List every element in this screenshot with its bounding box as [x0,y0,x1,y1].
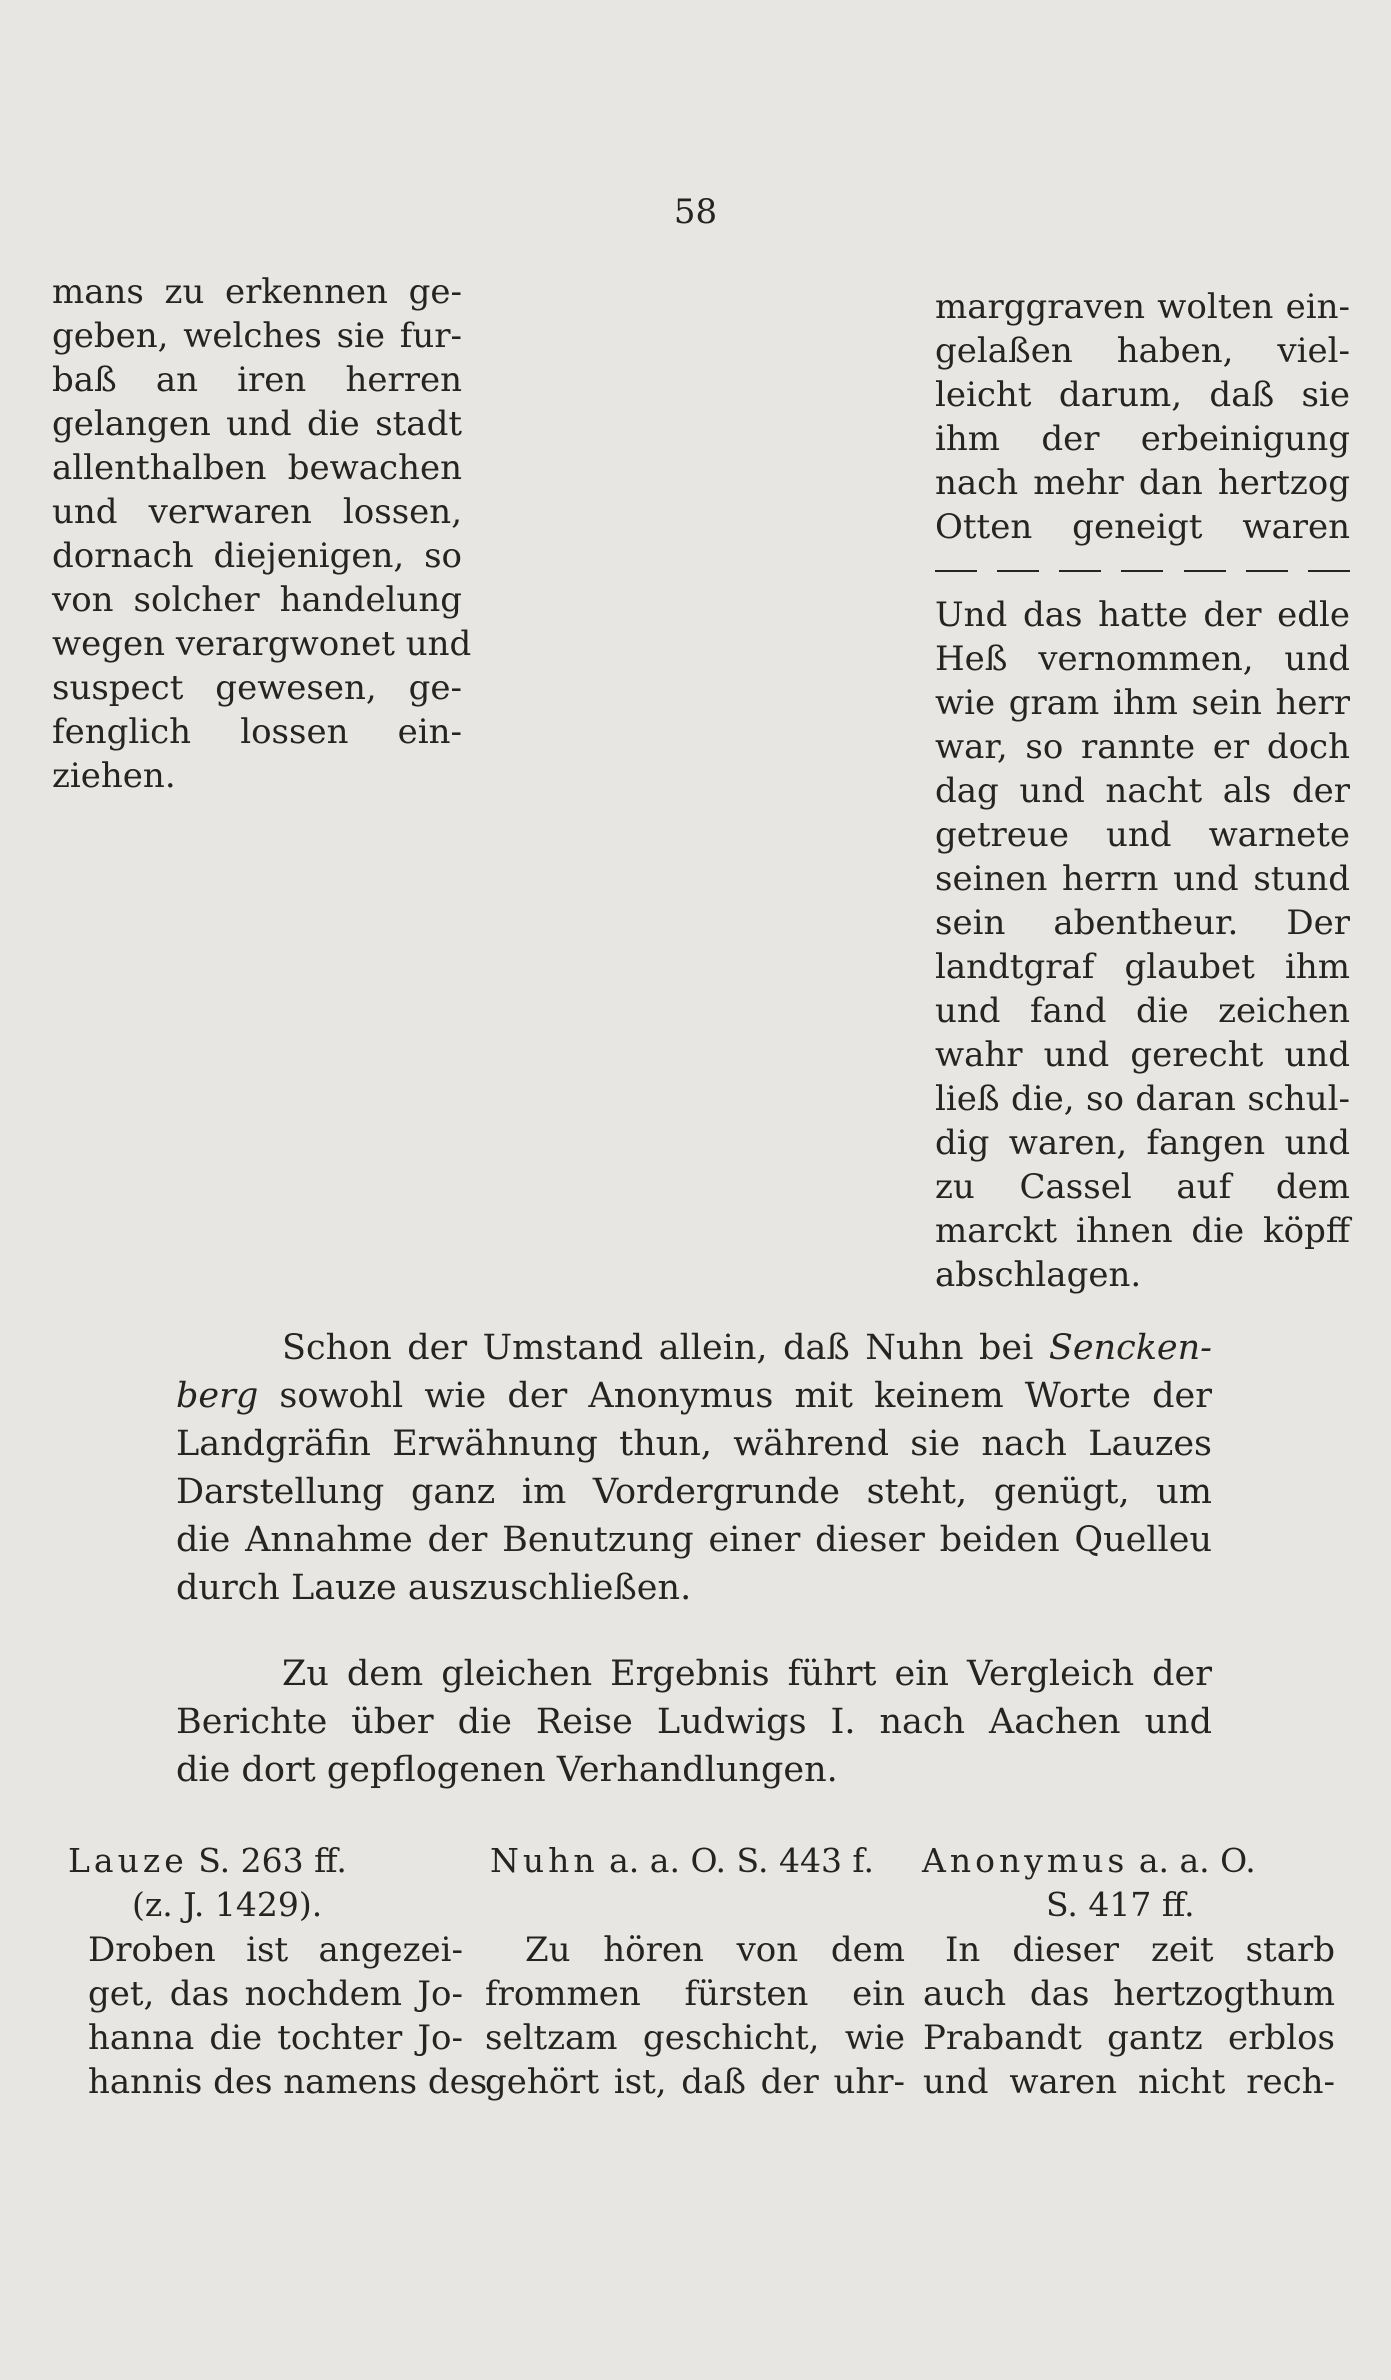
right-line: landtgraf glaubet ihm [935,947,1350,987]
left-line: ziehen. [52,756,176,796]
anonymus-line: Prabandt gantz erblos [923,2018,1335,2058]
right-line: zu Cassel auf dem [935,1167,1350,1207]
column-nuhn [485,1928,905,2104]
anonymus-line: und waren nicht rech- [923,2062,1335,2102]
paragraph-1 [176,1324,1212,1612]
lauze-line: hanna die tochter Jo- [88,2018,463,2058]
right-line: nach mehr dan hertzog [935,463,1350,503]
para-line: berg sowohl wie der Anonymus mit keinem Worte der [176,1376,1212,1416]
right-line: Und das hatte der edle [935,595,1350,635]
para-line: Landgräfin Erwähnung thun, während sie nach Lauzes [176,1424,1212,1464]
right-line: marggraven wolten ein- [935,287,1350,327]
lauze-line: hannis des namens des [88,2062,488,2102]
para-line: Berichte über die Reise Ludwigs I. nach Aachen und [176,1702,1212,1742]
left-line: gelangen und die stadt [52,404,462,444]
right-line: dig waren, fangen und [935,1123,1350,1163]
left-line: von solcher handelung [52,580,462,620]
nuhn-line: Zu hören von dem [525,1930,905,1970]
right-line: wie gram ihm sein herr [935,683,1350,723]
source-header-nuhn: Nuhn a. a. O. S. 443 f. [490,1841,874,1880]
right-line: abschlagen. [935,1255,1142,1295]
para-line: die Annahme der Benutzung einer dieser beiden Quelleu [176,1520,1212,1560]
left-line: und verwaren lossen, [52,492,462,532]
right-line: und fand die zeichen [935,991,1350,1031]
lauze-line: get, das nochdem Jo- [88,1974,463,2014]
right-line: sein abentheur. Der [935,903,1350,943]
left-line: fenglich lossen ein- [52,712,462,752]
right-line: dag und nacht als der [935,771,1350,811]
nuhn-line: seltzam geschicht, wie [485,2018,905,2058]
right-line: gelaßen haben, viel- [935,331,1350,371]
omission-dashes [935,549,1350,593]
left-line: allenthalben bewachen [52,448,462,488]
para-line: durch Lauze auszuschließen. [176,1568,692,1608]
right-line: marckt ihnen die köpff [935,1211,1350,1251]
italic-name: berg [176,1376,259,1416]
source-header-lauze: Lauze S. 263 ff. [68,1841,347,1880]
lauze-line: Droben ist angezei- [88,1930,463,1970]
nuhn-line: frommen fürsten ein [485,1974,905,2014]
source-header-anonymus: Anonymus a. a. O. [922,1841,1256,1880]
page-number: 58 [673,192,718,232]
italic-name: Sencken- [1048,1328,1212,1368]
column-anonymus [923,1928,1335,2104]
right-line: seinen herrn und stund [935,859,1350,899]
right-line: Otten geneigt waren [935,507,1350,547]
para-line: Schon der Umstand allein, daß Nuhn bei Sencken- [282,1328,1212,1368]
para-line: die dort gepflogenen Verhandlungen. [176,1750,838,1790]
para-line: Darstellung ganz im Vordergrunde steht, genügt, um [176,1472,1212,1512]
right-line: Heß vernommen, und [935,639,1350,679]
nuhn-line: gehört ist, daß der uhr- [485,2062,905,2102]
right-line: wahr und gerecht und [935,1035,1350,1075]
left-line: geben, welches sie fur- [52,316,462,356]
right-line: ihm der erbeinigung [935,419,1350,459]
source-page-anonymus: S. 417 ff. [1046,1885,1195,1924]
anonymus-line: auch das hertzogthum [923,1974,1335,2014]
left-line: wegen verargwonet und [52,624,472,664]
left-line: dornach diejenigen, so [52,536,462,576]
right-line: war, so rannte er doch [935,727,1350,767]
paragraph-2 [176,1650,1212,1794]
left-column [52,270,472,798]
left-line: baß an iren herren [52,360,462,400]
right-line: getreue und warnete [935,815,1350,855]
right-line: leicht darum, daß sie [935,375,1350,415]
anonymus-line: In dieser zeit starb [945,1930,1335,1970]
left-line: mans zu erkennen ge- [52,272,462,312]
right-line: ließ die, so daran schul- [935,1079,1350,1119]
para-line: Zu dem gleichen Ergebnis führt ein Vergleich der [282,1654,1212,1694]
column-lauze [88,1928,488,2104]
source-date-lauze: (z. J. 1429). [132,1885,323,1924]
right-column [935,285,1350,1297]
left-line: suspect gewesen, ge- [52,668,462,708]
